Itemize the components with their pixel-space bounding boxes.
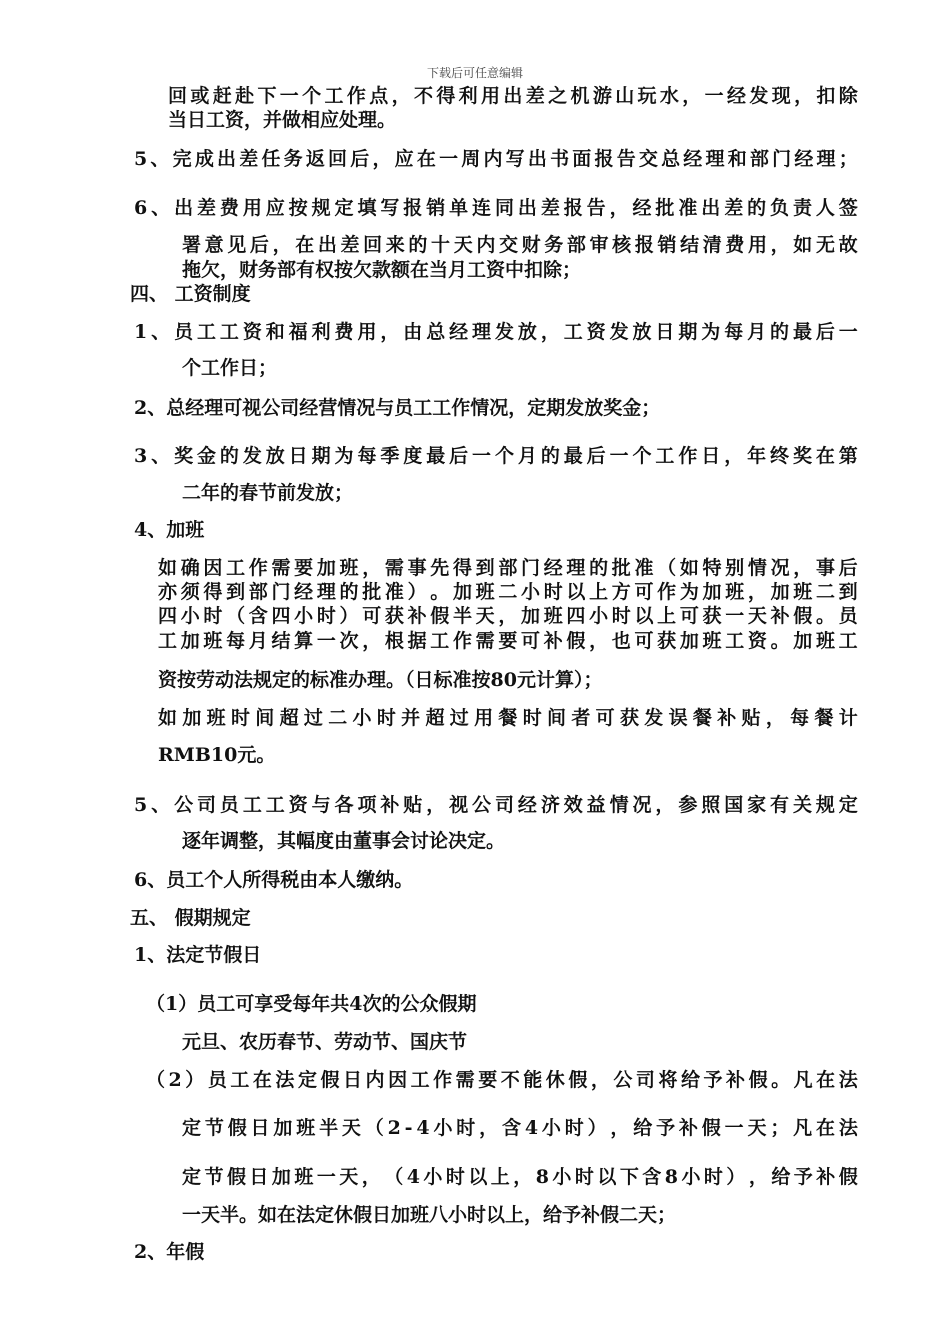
doc-line: （ 2 ） 员 工 在 法 定 假 日 内 因 工 作 需 要 不 能 休 假 ， 公 司 将 给 予 补 假 。 凡 在 法: [146, 1069, 858, 1091]
doc-line: 四 小 时 （ 含 四 小 时 ） 可 获 补 假 半 天 ， 加 班 四 小 时 以 上 可 获 一 天 补 假 。 员: [158, 605, 858, 627]
doc-line: 回 或 赶 赴 下 一 个 工 作 点 ， 不 得 利 用 出 差 之 机 游 山 玩 水 ， 一 经 发 现 ， 扣 除: [168, 85, 858, 107]
section-heading: 五、 假期规定: [130, 907, 251, 929]
doc-line: 3 、 奖 金 的 发 放 日 期 为 每 季 度 最 后 一 个 月 的 最 后 一 个 工 作 日 ， 年 终 奖 在 第: [134, 445, 858, 467]
doc-line: 逐年调整，其幅度由董事会讨论决定。: [182, 830, 506, 852]
doc-line: 署 意 见 后 ， 在 出 差 回 来 的 十 天 内 交 财 务 部 审 核 报 销 结 清 费 用 ， 如 无 故: [182, 234, 858, 256]
doc-line: 如 确 因 工 作 需 要 加 班 ， 需 事 先 得 到 部 门 经 理 的 批 准 （ 如 特 别 情 况 ， 事 后: [158, 557, 858, 579]
doc-line: 2、年假: [134, 1241, 205, 1263]
doc-line: 一天半。如在法定休假日加班八小时以上，给予补假二天；: [182, 1204, 677, 1226]
doc-line: 工 加 班 每 月 结 算 一 次 ， 根 据 工 作 需 要 可 补 假 ， 也 可 获 加 班 工 资 。 加 班 工: [158, 630, 858, 652]
doc-line: 如 加 班 时 间 超 过 二 小 时 并 超 过 用 餐 时 间 者 可 获 发 误 餐 补 贴 ， 每 餐 计: [158, 707, 858, 729]
doc-line: 4、加班: [134, 519, 205, 541]
doc-line: 6、员工个人所得税由本人缴纳。: [134, 869, 414, 891]
doc-line: 拖欠，财务部有权按欠款额在当月工资中扣除；: [182, 259, 582, 281]
doc-line: 亦 须 得 到 部 门 经 理 的 批 准 ） 。 加 班 二 小 时 以 上 方 可 作 为 加 班 ， 加 班 二 到: [158, 581, 858, 603]
doc-line: 元旦、农历春节、劳动节、国庆节: [182, 1031, 468, 1053]
doc-line: 2、总经理可视公司经营情况与员工工作情况，定期发放奖金；: [134, 397, 661, 419]
doc-line: 1 、 员 工 工 资 和 福 利 费 用 ， 由 总 经 理 发 放 ， 工 资 发 放 日 期 为 每 月 的 最 后 一: [134, 321, 858, 343]
doc-line: 6 、 出 差 费 用 应 按 规 定 填 写 报 销 单 连 同 出 差 报 告 ， 经 批 准 出 差 的 负 责 人 签: [134, 197, 858, 219]
doc-line: 1、法定节假日: [134, 944, 262, 966]
doc-line: 当日工资，并做相应处理。: [168, 109, 397, 131]
doc-line: RMB10元。: [158, 744, 276, 766]
doc-line: 定 节 假 日 加 班 一 天 ， （ 4 小 时 以 上 ， 8 小 时 以 下 含 8 小 时 ） ， 给 予 补 假: [182, 1166, 858, 1188]
doc-line: 定 节 假 日 加 班 半 天 （ 2 - 4 小 时 ， 含 4 小 时 ） ， 给 予 补 假 一 天 ； 凡 在 法: [182, 1117, 858, 1139]
doc-line: （1）员工可享受每年共4次的公众假期: [146, 993, 477, 1015]
page-header: 下载后可任意编辑: [426, 66, 523, 80]
doc-line: 资按劳动法规定的标准办理。（日标准按80元计算）；: [158, 669, 603, 691]
doc-line: 5 、 完 成 出 差 任 务 返 回 后 ， 应 在 一 周 内 写 出 书 面 报 告 交 总 经 理 和 部 门 经 理 ；: [134, 148, 858, 170]
section-heading: 四、 工资制度: [130, 283, 251, 305]
doc-line: 二年的春节前发放；: [182, 482, 354, 504]
doc-line: 个工作日；: [182, 357, 278, 379]
doc-line: 5 、 公 司 员 工 工 资 与 各 项 补 贴 ， 视 公 司 经 济 效 益 情 况 ， 参 照 国 家 有 关 规 定: [134, 794, 858, 816]
